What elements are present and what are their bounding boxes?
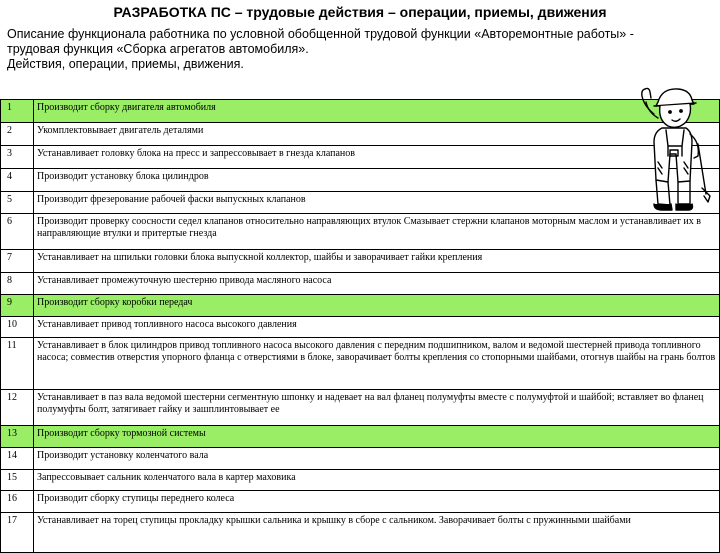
intro-text [7, 27, 707, 72]
row-number: 4 [1, 169, 34, 192]
row-number: 3 [1, 146, 34, 169]
table-row [1, 146, 720, 169]
row-text: Устанавливает промежуточную шестерню привода масляного насоса [34, 273, 720, 295]
row-text: Производит фрезерование рабочей фаски выпускных клапанов [34, 192, 720, 214]
table-row [1, 273, 720, 295]
row-text: Устанавливает в блок цилиндров привод топливного насоса высокого давления с передним подшипником, валом и ведомой шестерней привода топливного насоса; совместив отверстия упорного фланца с отверстиями в блоке, заворачивает болты крепления со стопорными шайбами, отогнув шайбы на грань болтов [34, 338, 720, 390]
table-row [1, 426, 720, 448]
row-text: Производит сборку ступицы переднего колеса [34, 491, 720, 513]
row-text: Укомплектовывает двигатель деталями [34, 123, 720, 146]
row-number: 17 [1, 513, 34, 553]
row-text: Производит сборку коробки передач [34, 295, 720, 317]
row-number: 14 [1, 448, 34, 470]
row-number: 10 [1, 317, 34, 338]
row-number: 15 [1, 470, 34, 491]
table-row [1, 295, 720, 317]
table-row [1, 448, 720, 470]
row-number: 8 [1, 273, 34, 295]
row-number: 6 [1, 214, 34, 250]
table-row [1, 338, 720, 390]
table-row [1, 317, 720, 338]
row-text: Производит сборку тормозной системы [34, 426, 720, 448]
page-title: РАЗРАБОТКА ПС – трудовые действия – операции, приемы, движения [113, 4, 607, 20]
row-number: 7 [1, 250, 34, 273]
row-text: Производит установку коленчатого вала [34, 448, 720, 470]
table-row [1, 250, 720, 273]
table-row [1, 470, 720, 491]
row-number: 1 [1, 100, 34, 123]
row-text: Устанавливает на шпильки головки блока выпускной коллектор, шайбы и заворачивает гайки крепления [34, 250, 720, 273]
table-row [1, 214, 720, 250]
mechanic-illustration-icon [632, 84, 716, 214]
row-number: 9 [1, 295, 34, 317]
table-row [1, 123, 720, 146]
row-number: 12 [1, 390, 34, 426]
row-number: 11 [1, 338, 34, 390]
intro-line-1: Описание функционала работника по условной обобщенной трудовой функции «Авторемонтные работы» - [7, 27, 634, 41]
table-row [1, 169, 720, 192]
row-text: Устанавливает на торец ступицы прокладку крышки сальника и крышку в сборе с сальником. Заворачивает болты с пружинными шайбами [34, 513, 720, 553]
row-text: Производит установку блока цилиндров [34, 169, 720, 192]
row-number: 2 [1, 123, 34, 146]
operations-table [0, 99, 720, 553]
intro-line-3: Действия, операции, приемы, движения. [7, 57, 244, 71]
row-number: 13 [1, 426, 34, 448]
row-text: Устанавливает в паз вала ведомой шестерни сегментную шпонку и надевает на вал фланец полумуфты вместе с полумуфтой и шайбой; вставляет во фланец полумуфты болт, затягивает гайку и зашплинтовывает ее [34, 390, 720, 426]
row-text: Запрессовывает сальник коленчатого вала в картер маховика [34, 470, 720, 491]
intro-line-2: трудовая функция «Сборка агрегатов автомобиля». [7, 42, 309, 56]
row-text: Устанавливает головку блока на пресс и запрессовывает в гнезда клапанов [34, 146, 720, 169]
table-row [1, 513, 720, 553]
table-row [1, 100, 720, 123]
table-row [1, 491, 720, 513]
row-text: Производит сборку двигателя автомобиля [34, 100, 720, 123]
row-number: 16 [1, 491, 34, 513]
row-text: Производит проверку соосности седел клапанов относительно направляющих втулок Смазывает стержни клапанов моторным маслом и устанавливает их в направляющие втулки и притертые гнезда [34, 214, 720, 250]
row-text: Устанавливает привод топливного насоса высокого давления [34, 317, 720, 338]
table-row [1, 192, 720, 214]
table-row [1, 390, 720, 426]
row-number: 5 [1, 192, 34, 214]
